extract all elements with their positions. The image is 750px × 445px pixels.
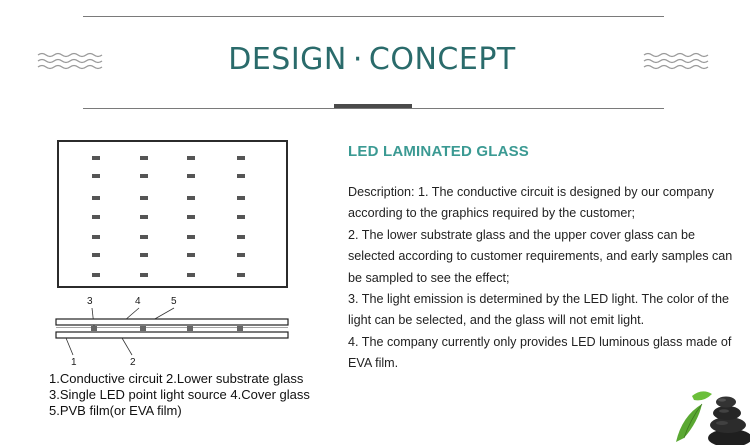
leader-line-2 (122, 338, 132, 355)
led-point (237, 235, 245, 239)
legend-line: 3.Single LED point light source 4.Cover glass (49, 387, 310, 402)
led-point (237, 156, 245, 160)
led-point (140, 156, 148, 160)
description-paragraph: 3. The light emission is determined by the LED light. The color of the light can be selected, and the glass will not emit light. (348, 292, 730, 328)
led-panel-top-view (57, 140, 288, 288)
led-point (187, 273, 195, 277)
led-point (92, 253, 100, 257)
led-point (92, 196, 100, 200)
description-paragraph: 2. The lower substrate glass and the upper cover glass can be selected according to customer requirements, and early samples can be sampled to see the effect; (348, 227, 733, 285)
lower-substrate-glass (56, 332, 288, 338)
glass-cross-section-diagram (50, 300, 295, 360)
led-point (187, 235, 195, 239)
led-point (140, 273, 148, 277)
led-point (187, 253, 195, 257)
page-title (0, 42, 744, 77)
zen-stones-leaf-icon (672, 386, 750, 445)
led-point (237, 196, 245, 200)
led-chip (187, 326, 193, 331)
product-heading: LED LAMINATED GLASS (348, 143, 530, 160)
layer-label-2: 2 (130, 357, 136, 368)
led-point (140, 196, 148, 200)
led-point (92, 215, 100, 219)
led-point (237, 215, 245, 219)
layer-label-1: 1 (71, 357, 77, 368)
legend-line: 5.PVB film(or EVA film) (49, 403, 182, 418)
led-point (140, 215, 148, 219)
led-point (92, 174, 100, 178)
led-point (237, 273, 245, 277)
cover-glass (56, 319, 288, 325)
led-point (92, 235, 100, 239)
leader-line-1 (66, 338, 73, 355)
led-point (187, 196, 195, 200)
legend-line: 1.Conductive circuit 2.Lower substrate glass (49, 371, 304, 386)
led-chip (237, 326, 243, 331)
bottom-divider (83, 108, 664, 109)
led-point (140, 174, 148, 178)
description-paragraph: Description: 1. The conductive circuit is designed by our company according to the graphics required by the customer; (348, 185, 714, 221)
led-point (140, 253, 148, 257)
top-divider (83, 16, 664, 17)
layer-label-3: 3 (87, 296, 93, 307)
diagram-legend (49, 371, 310, 419)
led-chip (140, 326, 146, 331)
led-point (187, 174, 195, 178)
led-point (187, 156, 195, 160)
led-point (237, 174, 245, 178)
layer-label-5: 5 (171, 296, 177, 307)
product-description (348, 182, 740, 375)
layer-label-4: 4 (135, 296, 141, 307)
title-right: CONCEPT (368, 42, 516, 77)
led-point (92, 273, 100, 277)
led-point (92, 156, 100, 160)
wave-ornament-right-icon (642, 51, 710, 71)
led-chip (91, 326, 97, 331)
led-point (187, 215, 195, 219)
led-point (237, 253, 245, 257)
led-point (140, 235, 148, 239)
description-paragraph: 4. The company currently only provides LED luminous glass made of EVA film. (348, 334, 732, 371)
title-dot: · (352, 42, 363, 77)
title-left: DESIGN (228, 42, 347, 77)
